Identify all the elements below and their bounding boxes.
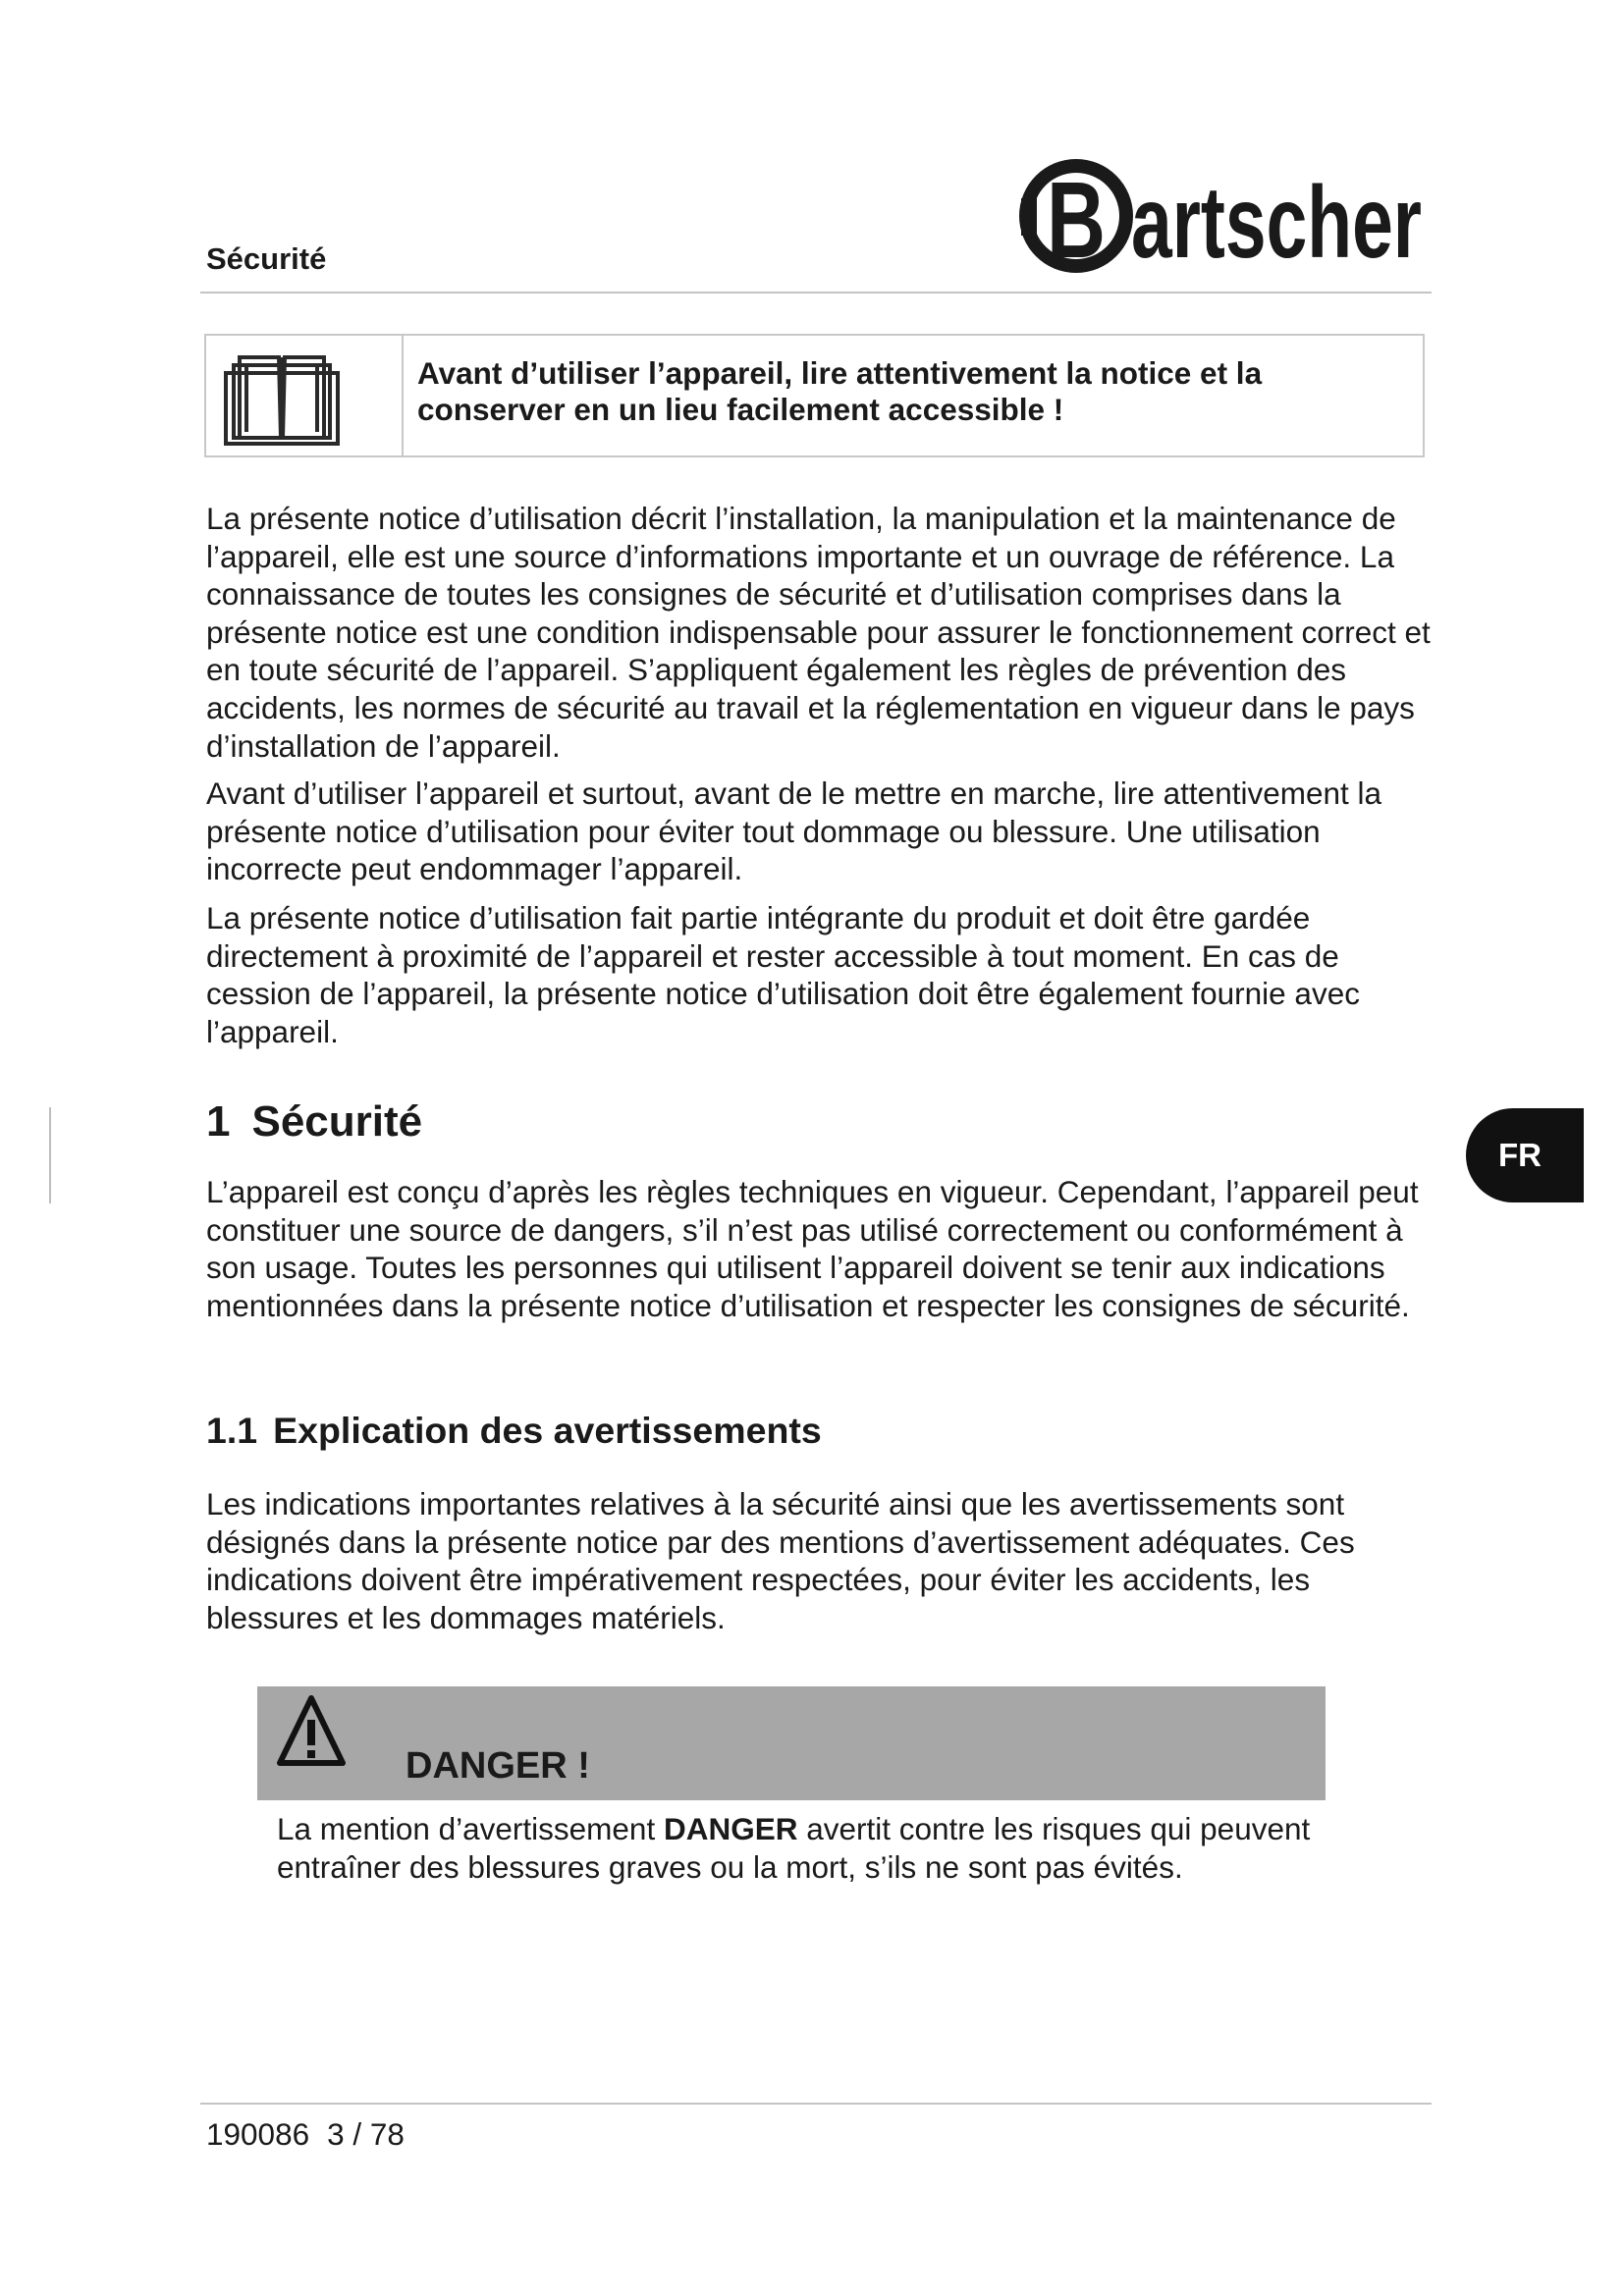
intro-paragraph-2: Avant d’utiliser l’appareil et surtout, avant de le mettre en marche, lire attentivement la présente notice d’utilisation pour éviter tout dommage ou blessure. Une utilisation incorrecte peut endommager l’appareil.	[206, 775, 1382, 887]
section-1-heading	[206, 1097, 422, 1147]
page-footer	[206, 2116, 405, 2153]
section-1-1-heading	[206, 1410, 822, 1452]
page-header-title: Sécurité	[206, 241, 327, 276]
footer-divider	[200, 2103, 1432, 2105]
section-1-title: Sécurité	[251, 1097, 423, 1146]
danger-banner	[257, 1686, 1326, 1800]
document-number: 190086	[206, 2116, 310, 2152]
svg-text:B: B	[1047, 160, 1106, 281]
danger-description	[277, 1810, 1318, 1886]
bartscher-logo	[1015, 147, 1428, 285]
page-number: 3 / 78	[327, 2116, 405, 2152]
danger-text-before: La mention d’avertissement	[277, 1811, 664, 1846]
danger-text-after: avertit contre les risques qui peuvent entraîner des blessures graves ou la mort, s’ils ne sont pas évités.	[277, 1811, 1311, 1885]
section-1-1-title: Explication des avertissements	[273, 1410, 822, 1451]
header-divider	[200, 292, 1432, 294]
notice-text: Avant d’utiliser l’appareil, lire attentivement la notice et la conserver en un lieu facilement accessible !	[417, 355, 1263, 427]
section-1-1-text: Les indications importantes relatives à la sécurité ainsi que les avertissements sont désignés dans la présente notice par des mentions d’avertissement adéquates. Ces indications doivent être impérativement respectées, pour éviter les accidents, les blessures et les dommages matériels.	[206, 1486, 1355, 1635]
language-tab: FR	[1466, 1108, 1584, 1202]
open-book-icon	[220, 344, 344, 450]
section-1-1-number: 1.1	[206, 1410, 258, 1451]
danger-label: DANGER !	[406, 1745, 590, 1787]
intro-paragraph-3: La présente notice d’utilisation fait partie intégrante du produit et doit être gardée directement à proximité de l’appareil et rester accessible à tout moment. En cas de cession de l’appareil, la présente notice d’utilisation doit être également fournie avec l’appareil.	[206, 900, 1360, 1049]
danger-keyword: DANGER	[663, 1811, 798, 1846]
svg-text:artscher: artscher	[1131, 166, 1422, 280]
read-manual-notice	[204, 334, 1425, 457]
warning-triangle-icon	[277, 1694, 346, 1773]
section-1-text: L’appareil est conçu d’après les règles techniques en vigueur. Cependant, l’appareil peut constituer une source de dangers, s’il n’est pas utilisé correctement ou conformément à son usage. Toutes les personnes qui utilisent l’appareil doivent se tenir aux indications mentionnées dans la présente notice d’utilisation et respecter les consignes de sécurité.	[206, 1174, 1419, 1323]
intro-paragraph-1: La présente notice d’utilisation décrit l’installation, la manipulation et la maintenance de l’appareil, elle est une source d’informations importante et un ouvrage de référence. La connaissance de toutes les consignes de sécurité et d’utilisation comprises dans la présente notice est une condition indispensable pour assurer le fonctionnement correct et en toute sécurité de l’appareil. S’appliquent également les règles de prévention des accidents, les normes de sécurité au travail et la réglementation en vigueur dans le pays d’installation de l’appareil.	[206, 501, 1431, 764]
margin-marker-line	[49, 1107, 51, 1203]
notice-icon-cell	[206, 336, 404, 455]
section-1-number: 1	[206, 1097, 231, 1146]
